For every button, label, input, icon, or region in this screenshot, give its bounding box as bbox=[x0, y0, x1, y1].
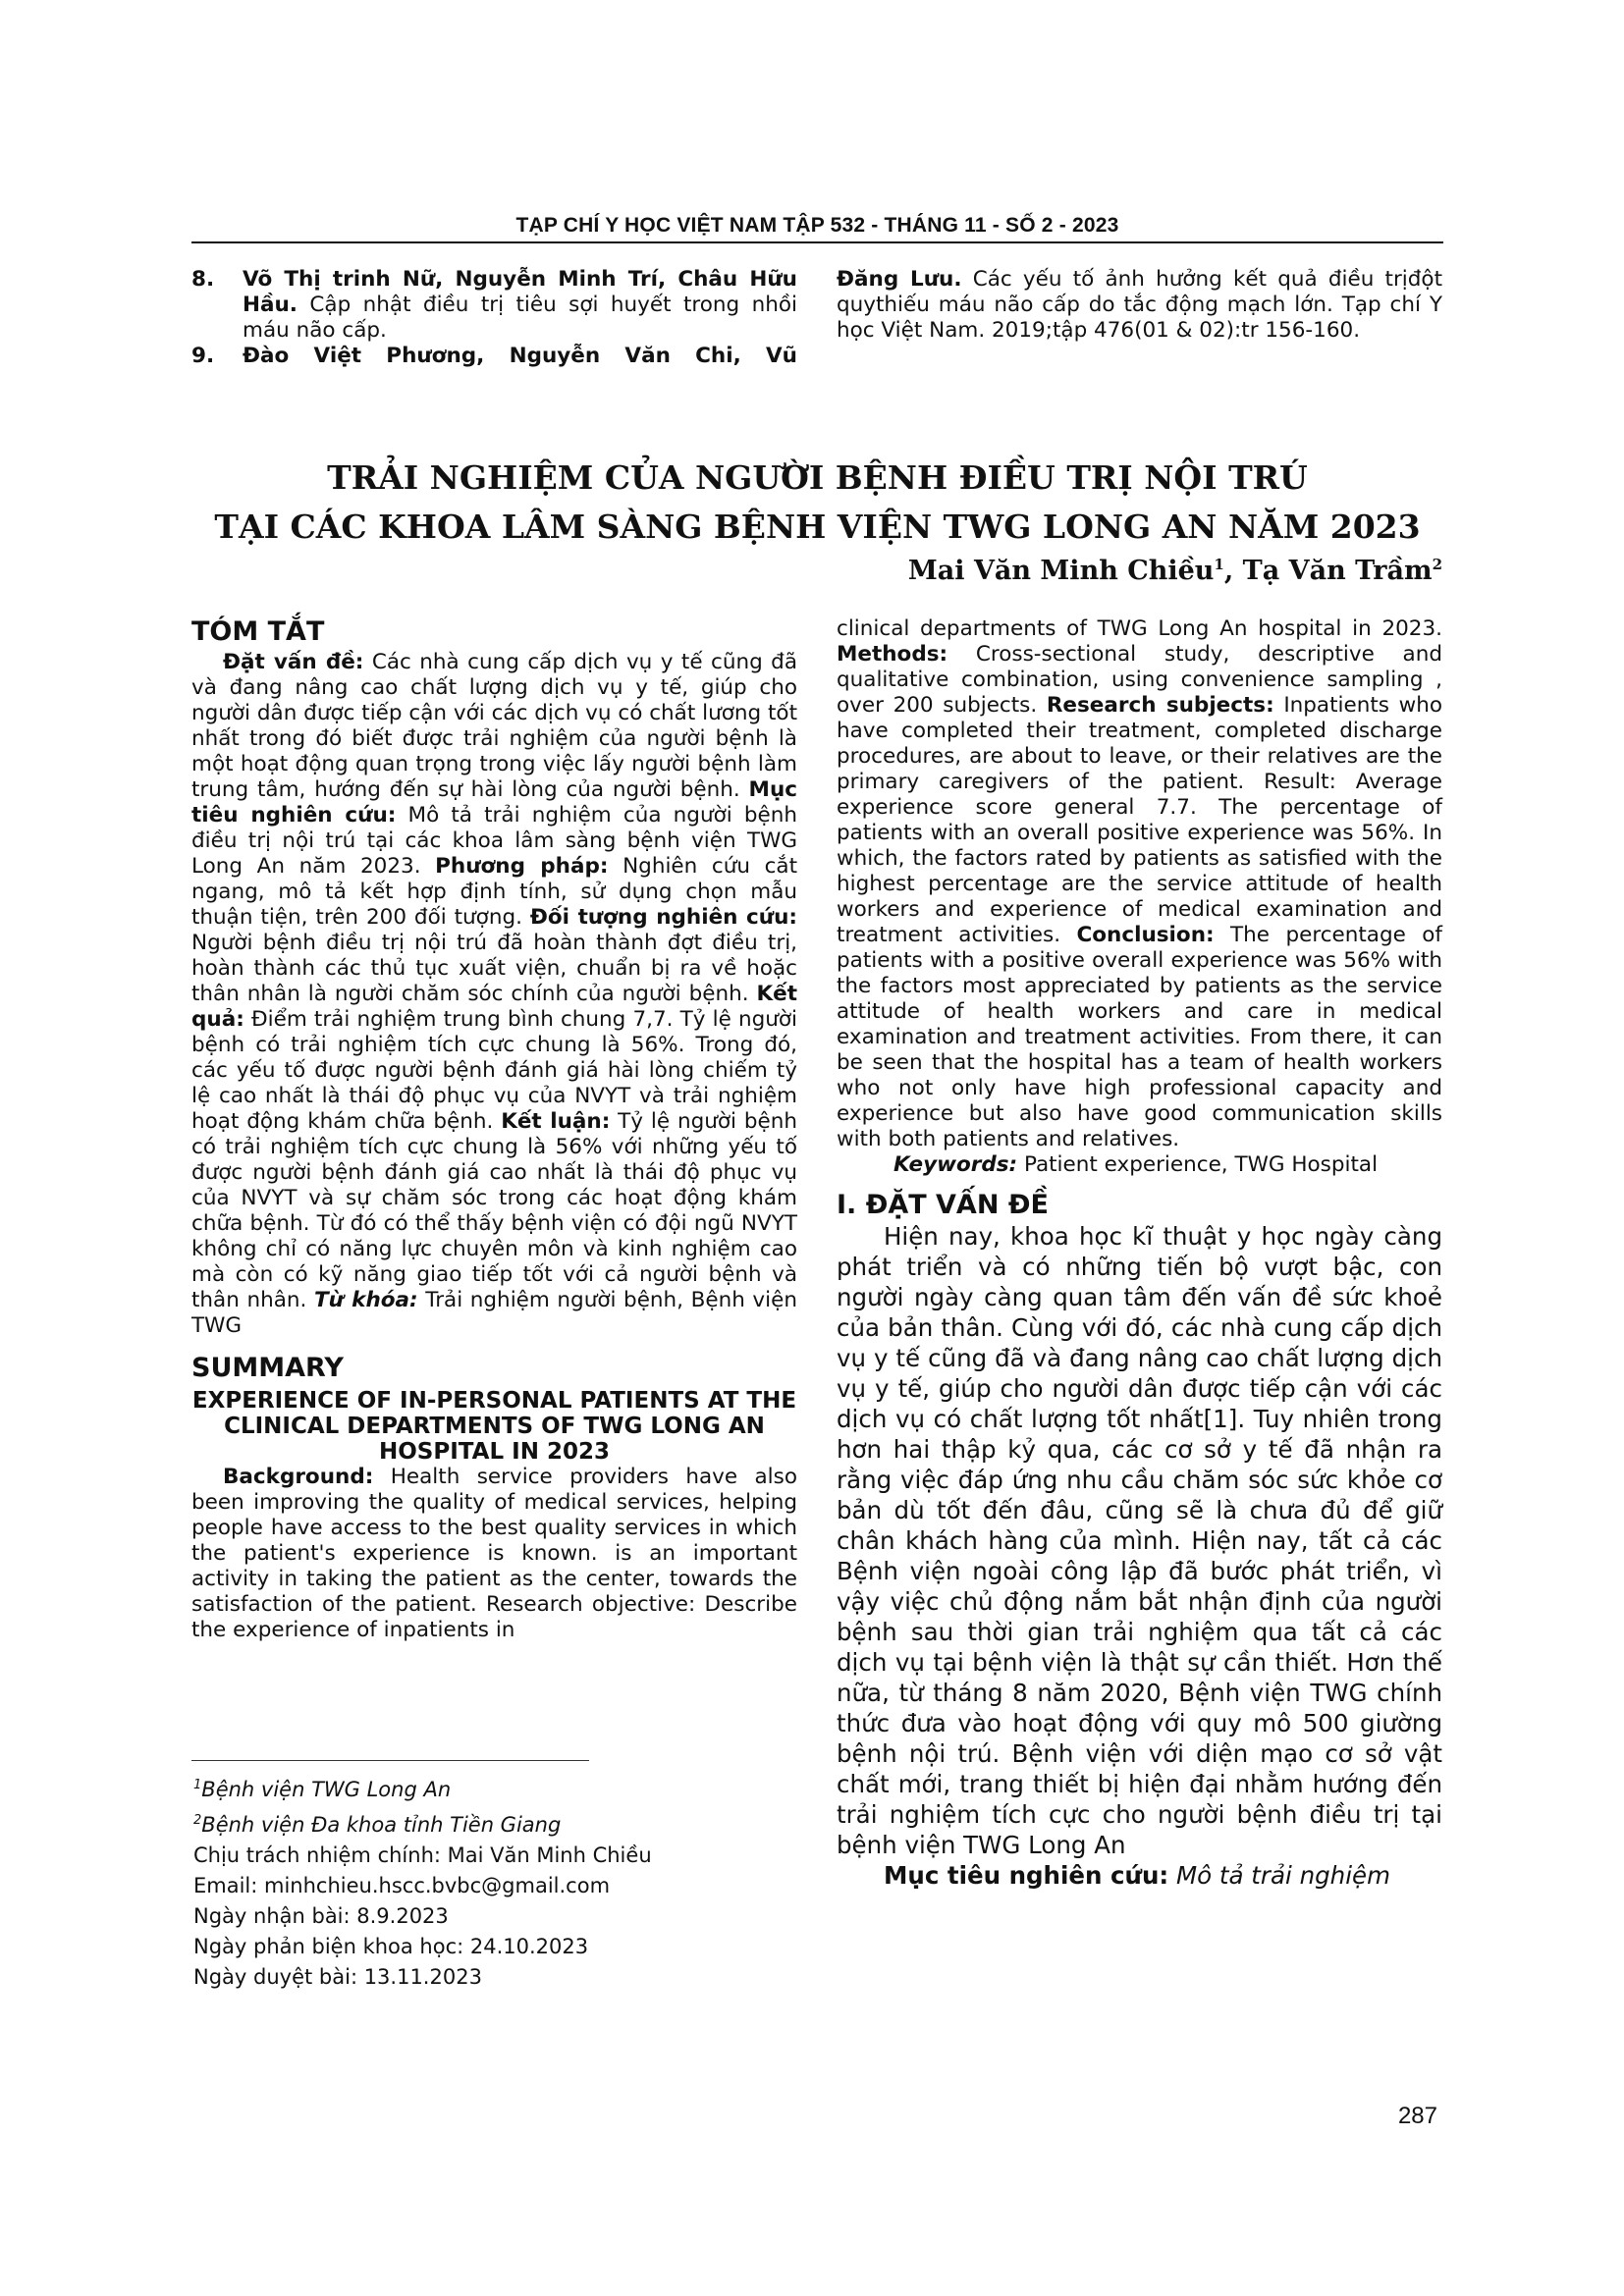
footnote-affiliation bbox=[193, 1770, 783, 1805]
abstract-text: Tỷ lệ người bệnh có trải nghiệm tích cực chung là 56% với những yếu tố được người bệnh đánh giá cao nhất là thái độ phục vụ của NVYT và sự chăm sóc trong các hoạt động khám chữa bệnh. Từ đó có thể thấy bệnh viện có đội ngũ NVYT không chỉ có năng lực chuyên môn và kinh nghiệm cao mà còn có kỹ năng giao tiếp tốt với cả người bệnh và thân nhân. bbox=[191, 1109, 797, 1312]
footnote-corresponding: Chịu trách nhiệm chính: Mai Văn Minh Chiều bbox=[193, 1843, 652, 1867]
abstract-label: Đặt vấn đề: bbox=[223, 650, 364, 674]
abstract-en-continued bbox=[837, 616, 1442, 1152]
keywords-text: Trải nghiệm người bệnh, Bệnh viện TWG bbox=[191, 1288, 797, 1338]
english-title: EXPERIENCE OF IN-PERSONAL PATIENTS AT THE CLINICAL DEPARTMENTS OF TWG LONG AN HOSPITAL IN 2023 bbox=[191, 1388, 797, 1465]
footnote-text: Bệnh viện TWG Long An bbox=[201, 1778, 452, 1801]
reference-authors: Đào Việt Phương, Nguyễn Văn Chi, Vũ bbox=[243, 344, 797, 368]
references-left bbox=[191, 267, 797, 369]
abstract-text: Nghiên cứu cắt ngang, mô tả kết hợp định tính, sử dụng chọn mẫu thuận tiện, trên 200 đối tượng. bbox=[191, 854, 798, 930]
objective-label: Mục tiêu nghiên cứu: bbox=[884, 1861, 1169, 1890]
footnote-divider bbox=[191, 1760, 589, 1761]
section-heading-summary: SUMMARY bbox=[191, 1353, 344, 1383]
keywords-en bbox=[837, 1152, 1442, 1178]
reference-text: Các yếu tố ảnh hưởng kết quả điều trịđột quythiếu máu não cấp do tắc động mạch lớn. Tạp chí Y học Việt Nam. 2019;tập 476(01 & 02):tr 156-160. bbox=[837, 267, 1443, 343]
reference-item bbox=[191, 344, 797, 369]
reference-text: Cập nhật điều trị tiêu sợi huyết trong nhồi máu não cấp. bbox=[243, 293, 797, 343]
reference-authors: Đăng Lưu. bbox=[837, 267, 962, 292]
abstract-en bbox=[191, 1465, 797, 1643]
header-divider bbox=[191, 241, 1443, 243]
abstract-label: Kết quả: bbox=[191, 982, 797, 1032]
references-right bbox=[837, 267, 1442, 344]
abstract-label: Conclusion: bbox=[1076, 923, 1215, 947]
footnote-marker: 2 bbox=[193, 1813, 202, 1828]
abstract-label: Phương pháp: bbox=[435, 854, 609, 879]
footnote-affiliation bbox=[193, 1805, 783, 1841]
journal-header: TẠP CHÍ Y HỌC VIỆT NAM TẬP 532 - THÁNG 11 - SỐ 2 - 2023 bbox=[515, 214, 1119, 237]
footnote-text: Bệnh viện Đa khoa tỉnh Tiền Giang bbox=[201, 1813, 562, 1837]
author-separator: , bbox=[1223, 556, 1243, 586]
footnote-email: Email: minhchieu.hscc.bvbc@gmail.com bbox=[193, 1874, 611, 1897]
author-affiliation: 1 bbox=[1214, 556, 1224, 573]
objective-text: Mô tả trải nghiệm bbox=[1168, 1861, 1390, 1890]
right-column bbox=[837, 616, 1442, 1891]
reference-authors: Võ Thị trinh Nữ, Nguyễn Minh Trí, Châu Hữu Hầu. bbox=[243, 267, 797, 317]
footnote-accepted: Ngày duyệt bài: 13.11.2023 bbox=[193, 1965, 482, 1989]
keywords-text: Patient experience, TWG Hospital bbox=[1017, 1152, 1379, 1177]
footnotes bbox=[193, 1770, 783, 1993]
abstract-label: Research subjects: bbox=[1046, 693, 1274, 718]
abstract-label: Methods: bbox=[837, 642, 948, 667]
abstract-vi bbox=[191, 650, 797, 1339]
section-heading-intro: I. ĐẶT VẤN ĐỀ bbox=[837, 1190, 1049, 1220]
abstract-text: Inpatients who have completed their treatment, completed discharge procedures, are about to leave, or their relatives are the primary caregivers of the patient. Result: Average experience score general 7.7. The percentage of patients with an overall positive experience was 56%. In which, the factors rated by patients as satisfied with the highest percentage are the service attitude of health workers and experience of medical examination and treatment activities. bbox=[837, 693, 1442, 947]
abstract-text: Mô tả trải nghiệm của người bệnh điều trị nội trú tại các khoa lâm sàng bệnh viện TWG Long An năm 2023. bbox=[191, 803, 797, 879]
author-name: Mai Văn Minh Chiều bbox=[907, 556, 1215, 586]
abstract-label: Đối tượng nghiên cứu: bbox=[529, 905, 797, 930]
abstract-label: Mục tiêu nghiên cứu: bbox=[191, 777, 797, 828]
article-title-line: TẠI CÁC KHOA LÂM SÀNG BỆNH VIỆN TWG LONG AN NĂM 2023 bbox=[214, 507, 1421, 546]
article-authors bbox=[908, 556, 1442, 586]
footnote-reviewed: Ngày phản biện khoa học: 24.10.2023 bbox=[193, 1935, 589, 1958]
abstract-text: Các nhà cung cấp dịch vụ y tế cũng đã và đang nâng cao chất lượng dịch vụ y tế, giúp cho người dân được tiếp cận với các dịch vụ có chất lương tốt nhất trong đó biết được trải nghiệm của người bệnh là một hoạt động quan trọng trong việc lấy người bệnh làm trung tâm, hướng đến sự hài lòng của người bệnh. bbox=[191, 650, 797, 802]
page-number: 287 bbox=[1397, 2103, 1437, 2129]
abstract-text: Health service providers have also been improving the quality of medical services, helping people have access to the best quality services in which the patient's experience is known. is an important activity in taking the patient as the center, towards the satisfaction of the patient. Research objective: Describe the experience of inpatients in bbox=[191, 1465, 797, 1642]
article-title bbox=[191, 454, 1443, 552]
abstract-label: Kết luận: bbox=[501, 1109, 611, 1134]
intro-objective bbox=[837, 1860, 1442, 1891]
left-column bbox=[191, 616, 797, 1643]
article-title-line: TRẢI NGHIỆM CỦA NGƯỜI BỆNH ĐIỀU TRỊ NỘI TRÚ bbox=[327, 458, 1308, 497]
keywords-label: Keywords: bbox=[893, 1152, 1018, 1177]
author-affiliation: 2 bbox=[1432, 556, 1442, 573]
reference-number: 9. bbox=[191, 344, 215, 368]
abstract-text: clinical departments of TWG Long An hospital in 2023. bbox=[837, 616, 1442, 641]
abstract-text: Cross-sectional study, descriptive and qualitative combination, using convenience sampling , over 200 subjects. bbox=[837, 642, 1442, 718]
abstract-text: The percentage of patients with a positive overall experience was 56% with the factors most appreciated by patients as the service attitude of health workers and care in medical examination and treatment activities. From there, it can be seen that the hospital has a team of health workers who not only have high professional capacity and experience but also have good communication skills with both patients and relatives. bbox=[837, 923, 1442, 1151]
author-name: Tạ Văn Trầm bbox=[1242, 556, 1433, 586]
intro-paragraph: Hiện nay, khoa học kĩ thuật y học ngày càng phát triển và có những tiến bộ vượt bậc, con người ngày càng quan tâm đến vấn đề sức khoẻ của bản thân. Cùng với đó, các nhà cung cấp dịch vụ y tế cũng đã và đang nâng cao chất lượng dịch vụ y tế, giúp cho người dân được tiếp cận với các dịch vụ có chất lượng tốt nhất[1]. Tuy nhiên trong hơn hai thập kỷ qua, các cơ sở y tế đã nhận ra rằng việc đáp ứng nhu cầu chăm sóc sức khỏe cơ bản dù tốt đến đâu, cũng sẽ là chưa đủ để giữ chân khách hàng của mình. Hiện nay, tất cả các Bệnh viện ngoài công lập đã bước phát triển, vì vậy việc chủ động nắm bắt nhận định của người bệnh sau thời gian trải nghiệm qua tất cả các dịch vụ tại bệnh viện là thật sự cần thiết. Hơn thế nữa, từ tháng 8 năm 2020, Bệnh viện TWG chính thức đưa vào hoạt động với quy mô 500 giường bệnh nội trú. Bệnh viện với diện mạo cơ sở vật chất mới, trang thiết bị hiện đại nhằm hướng đến trải nghiệm tích cực cho người bệnh điều trị tại bệnh viện TWG Long An bbox=[837, 1222, 1442, 1859]
abstract-text: Người bệnh điều trị nội trú đã hoàn thành đợt điều trị, hoàn thành các thủ tục xuất viện, chuẩn bị ra về hoặc thân nhân là người chăm sóc chính của người bệnh. bbox=[191, 931, 797, 1006]
footnote-received: Ngày nhận bài: 8.9.2023 bbox=[193, 1904, 449, 1928]
abstract-label: Background: bbox=[223, 1465, 374, 1489]
section-heading-tomtat: TÓM TẮT bbox=[191, 616, 325, 647]
abstract-text: Điểm trải nghiệm trung bình chung 7,7. Tỷ lệ người bệnh có trải nghiệm tích cực chung là 56%. Trong đó, các yếu tố được người bệnh đánh giá hài lòng chiếm tỷ lệ cao nhất là thái độ phục vụ của NVYT và trải nghiệm hoạt động khám chữa bệnh. bbox=[191, 1007, 797, 1134]
reference-item bbox=[191, 267, 797, 344]
footnote-marker: 1 bbox=[193, 1778, 202, 1792]
reference-number: 8. bbox=[191, 267, 215, 292]
keywords-label: Từ khóa: bbox=[313, 1288, 418, 1312]
